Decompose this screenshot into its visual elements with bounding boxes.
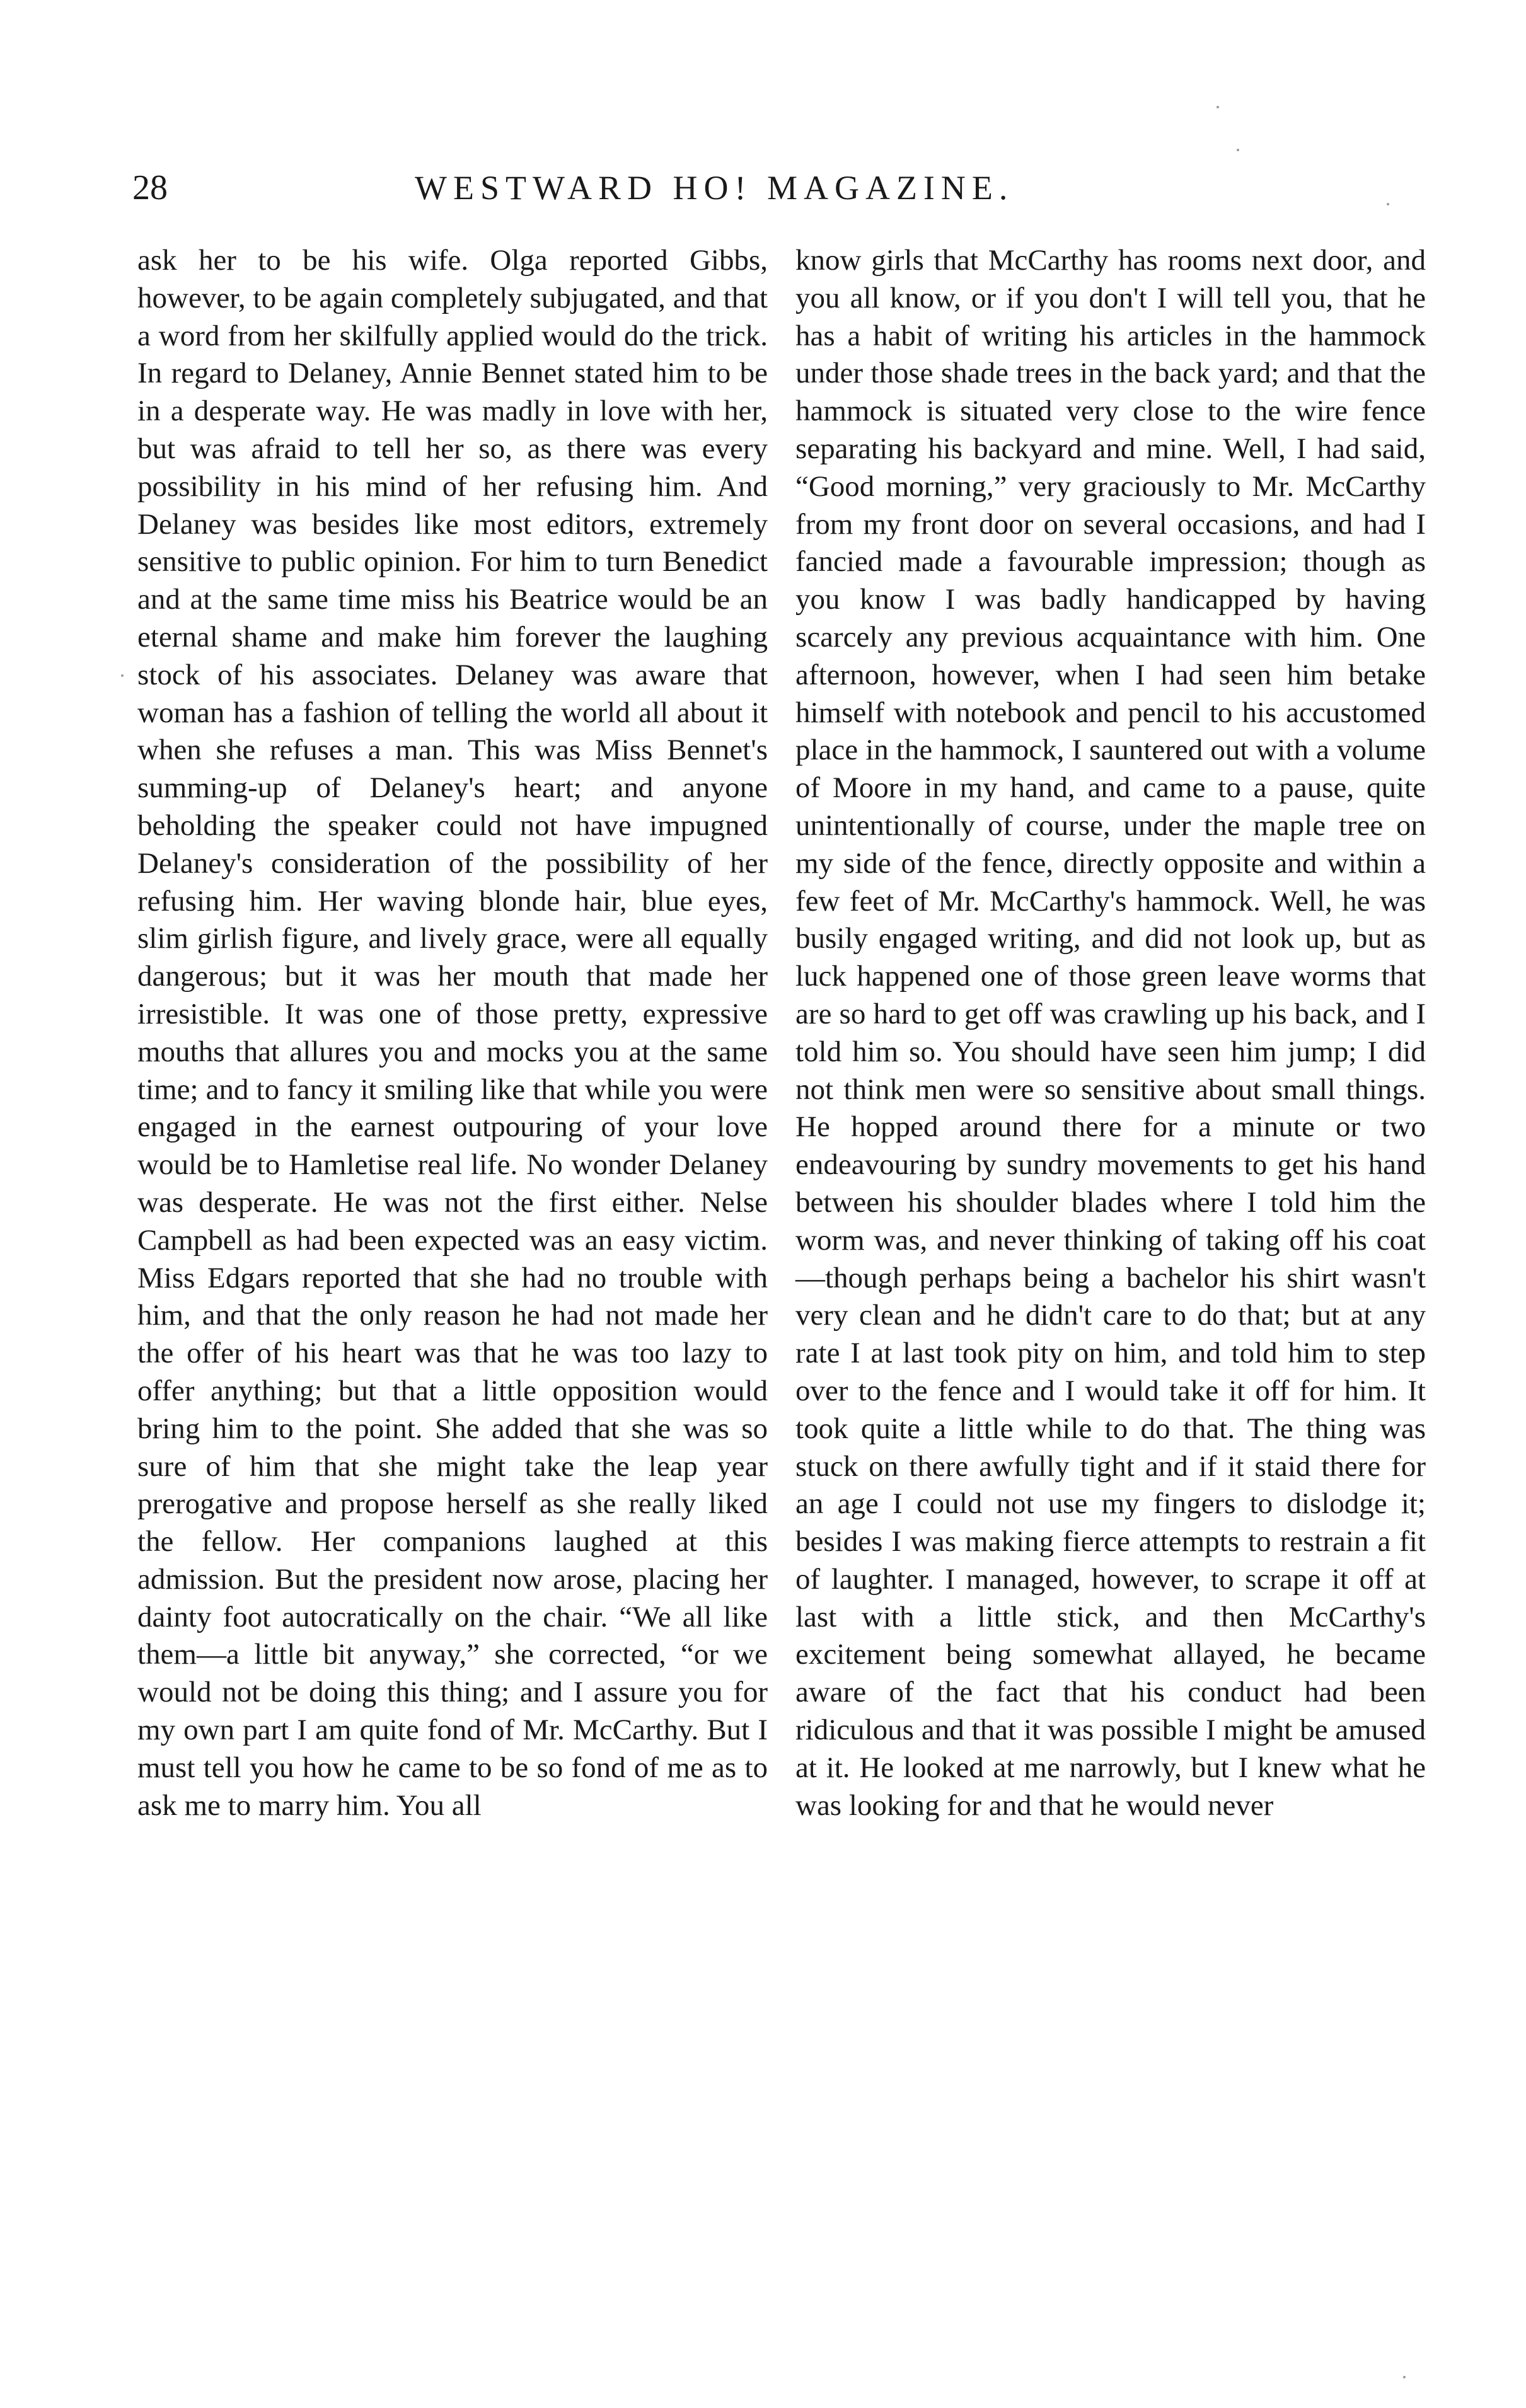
scan-speck <box>1237 149 1239 151</box>
scan-speck <box>1217 106 1219 108</box>
scan-speck <box>121 674 124 677</box>
page-number: 28 <box>132 168 168 207</box>
scan-speck <box>1403 2376 1406 2378</box>
page-header <box>132 163 1387 213</box>
text-column-left <box>137 242 768 1824</box>
scan-speck <box>1387 203 1389 205</box>
text-column-right <box>795 242 1426 1824</box>
running-title: WESTWARD HO! MAGAZINE. <box>415 169 1014 207</box>
right-column-text: know girls that McCarthy has rooms next door, and you all know, or if you don't I will tell you, that he has a habit of writing his articles in the hammock under those shade trees in the back yard; and that the hammock is situated very close to the wire fence separating his backyard and mine. Well, I had said, “Good morning,” very graciously to Mr. McCarthy from my front door on several occasions, and had I fancied made a favourable impression; though as you know I was badly handicapped by having scarcely any previous acquaintance with him. One afternoon, however, when I had seen him betake himself with notebook and pencil to his accustomed place in the hammock, I sauntered out with a volume of Moore in my hand, and came to a pause, quite unintentionally of course, under the maple tree on my side of the fence, directly opposite and within a few feet of Mr. McCarthy's hammock. Well, he was busily engaged writing, and did not look up, but as luck happened one of those green leave worms that are so hard to get off was crawling up his back, and I told him so. You should have seen him jump; I did not think men were so sensitive about small things. He hopped around there for a minute or two endeavouring by sundry movements to get his hand between his shoulder blades where I told him the worm was, and never thinking of taking off his coat—though perhaps being a bachelor his shirt wasn't very clean and he didn't care to do that; but at any rate I at last took pity on him, and told him to step over to the fence and I would take it off for him. It took quite a little while to do that. The thing was stuck on there awfully tight and if it staid there for an age I could not use my fingers to dislodge it; besides I was making fierce attempts to restrain a fit of laughter. I managed, however, to scrape it off at last with a little stick, and then McCarthy's excitement being somewhat allayed, he became aware of the fact that his conduct had been ridiculous and that it was possible I might be amused at it. He looked at me narrowly, but I knew what he was looking for and that he would never <box>795 244 1426 1822</box>
left-column-text: ask her to be his wife. Olga reported Gibbs, however, to be again completely subjugated, and that a word from her skilfully applied would do the trick. In regard to Delaney, Annie Bennet stated him to be in a desperate way. He was madly in love with her, but was afraid to tell her so, as there was every possibility in his mind of her refusing him. And Delaney was besides like most editors, extremely sensitive to public opinion. For him to turn Benedict and at the same time miss his Beatrice would be an eternal shame and make him forever the laughing stock of his associates. Delaney was aware that woman has a fashion of telling the world all about it when she refuses a man. This was Miss Bennet's summing-up of Delaney's heart; and anyone beholding the speaker could not have impugned Delaney's consideration of the possibility of her refusing him. Her waving blonde hair, blue eyes, slim girlish figure, and lively grace, were all equally dangerous; but it was her mouth that made her irresistible. It was one of those pretty, expressive mouths that allures you and mocks you at the same time; and to fancy it smiling like that while you were engaged in the earnest outpouring of your love would be to Hamletise real life. No wonder Delaney was desperate. He was not the first either. Nelse Campbell as had been expected was an easy victim. Miss Edgars reported that she had no trouble with him, and that the only reason he had not made her the offer of his heart was that he was too lazy to offer anything; but that a little opposition would bring him to the point. She added that she was so sure of him that she might take the leap year prerogative and propose herself as she really liked the fellow. Her companions laughed at this admission. But the president now arose, placing her dainty foot autocratically on the chair. “We all like them—a little bit anyway,” she corrected, “or we would not be doing this thing; and I assure you for my own part I am quite fond of Mr. McCarthy. But I must tell you how he came to be so fond of me as to ask me to marry him. You all <box>137 244 768 1822</box>
